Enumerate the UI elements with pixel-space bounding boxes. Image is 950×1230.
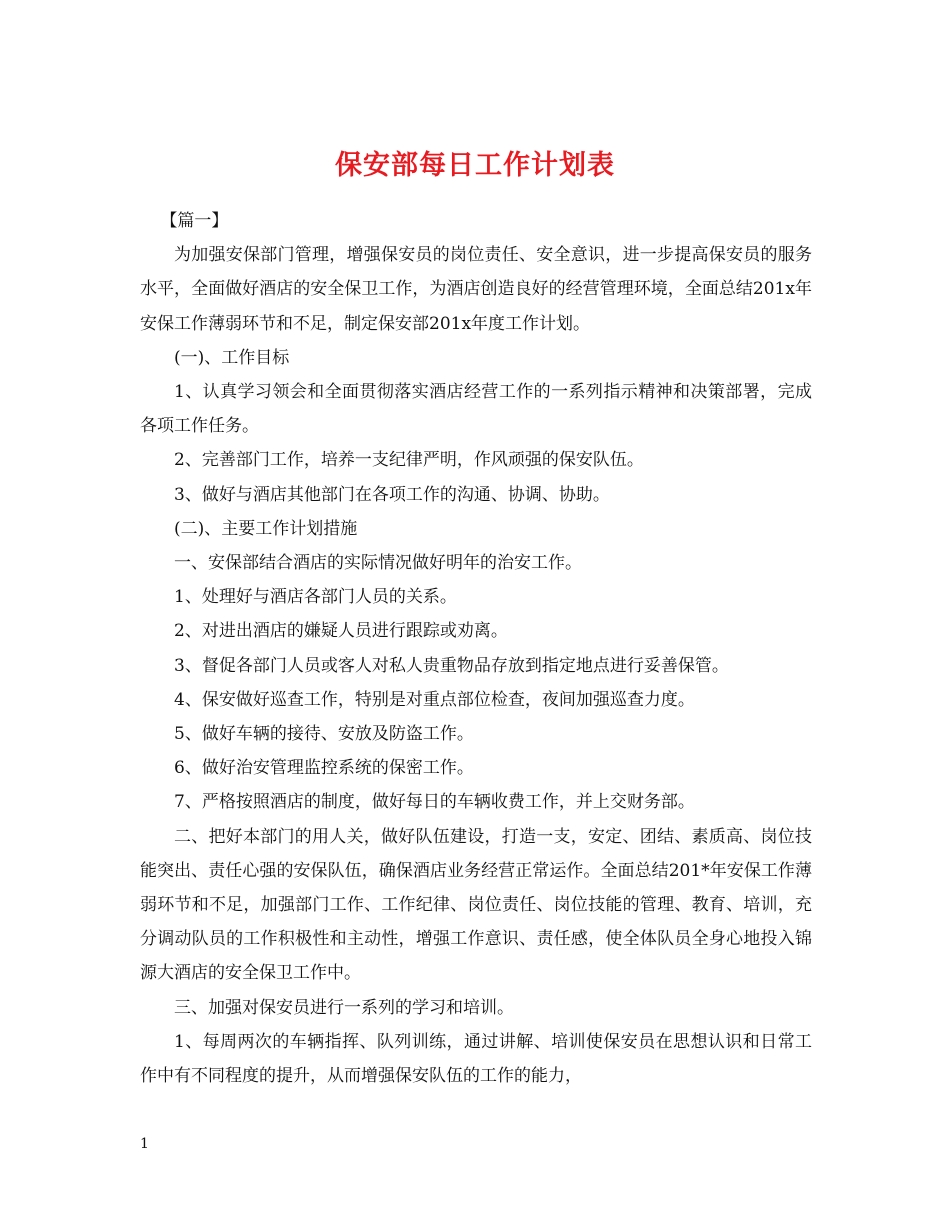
paragraph: 为加强安保部门管理，增强保安员的岗位责任、安全意识，进一步提高保安员的服务水平，全面做好酒店的安全保卫工作，为酒店创造良好的经营管理环境，全面总结201x年安保工作薄弱环节和不足，制定保安部201x年度工作计划。 <box>140 245 812 334</box>
paragraph: 3、做好与酒店其他部门在各项工作的沟通、协调、协助。 <box>174 484 610 505</box>
section-tag: 【篇一】 <box>160 211 229 231</box>
paragraph: 2、完善部门工作，培养一支纪律严明，作风顽强的保安队伍。 <box>174 450 644 471</box>
paragraph: 2、对进出酒店的嫌疑人员进行跟踪或劝离。 <box>174 621 508 642</box>
document-body <box>140 204 812 1093</box>
paragraph: 1、处理好与酒店各部门人员的关系。 <box>174 587 457 608</box>
paragraph: 7、严格按照酒店的制度，做好每日的车辆收费工作，并上交财务部。 <box>174 792 695 813</box>
paragraph: 1、每周两次的车辆指挥、队列训练，通过讲解、培训使保安员在思想认识和日常工作中有不同程度的提升，从而增强保安队伍的工作的能力， <box>140 1031 812 1087</box>
paragraph: 5、做好车辆的接待、安放及防盗工作。 <box>174 724 474 745</box>
paragraph: (一)、工作目标 <box>174 347 290 368</box>
paragraph: 3、督促各部门人员或客人对私人贵重物品存放到指定地点进行妥善保管。 <box>174 655 729 676</box>
paragraph: 一、安保部结合酒店的实际情况做好明年的治安工作。 <box>174 553 582 574</box>
paragraph: 6、做好治安管理监控系统的保密工作。 <box>174 758 474 779</box>
paragraph: (二)、主要工作计划措施 <box>174 518 358 539</box>
document-title: 保安部每日工作计划表 <box>335 150 615 182</box>
paragraph: 1、认真学习领会和全面贯彻落实酒店经营工作的一系列指示精神和决策部署，完成各项工作任务。 <box>140 382 812 437</box>
page-number: 1 <box>140 1136 149 1152</box>
paragraph: 三、加强对保安员进行一系列的学习和培训。 <box>174 997 514 1018</box>
paragraph: 二、把好本部门的用人关，做好队伍建设，打造一支，安定、团结、素质高、岗位技能突出、责任心强的安保队伍，确保酒店业务经营正常运作。全面总结201*年安保工作薄弱环节和不足，加强部门工作、工作纪律、岗位责任、岗位技能的管理、教育、培训，充分调动队员的工作积极性和主动性，增强工作意识、责任感，使全体队员全身心地投入锦源大酒店的安全保卫工作中。 <box>140 826 812 984</box>
paragraph: 4、保安做好巡查工作，特别是对重点部位检查，夜间加强巡查力度。 <box>174 689 695 710</box>
